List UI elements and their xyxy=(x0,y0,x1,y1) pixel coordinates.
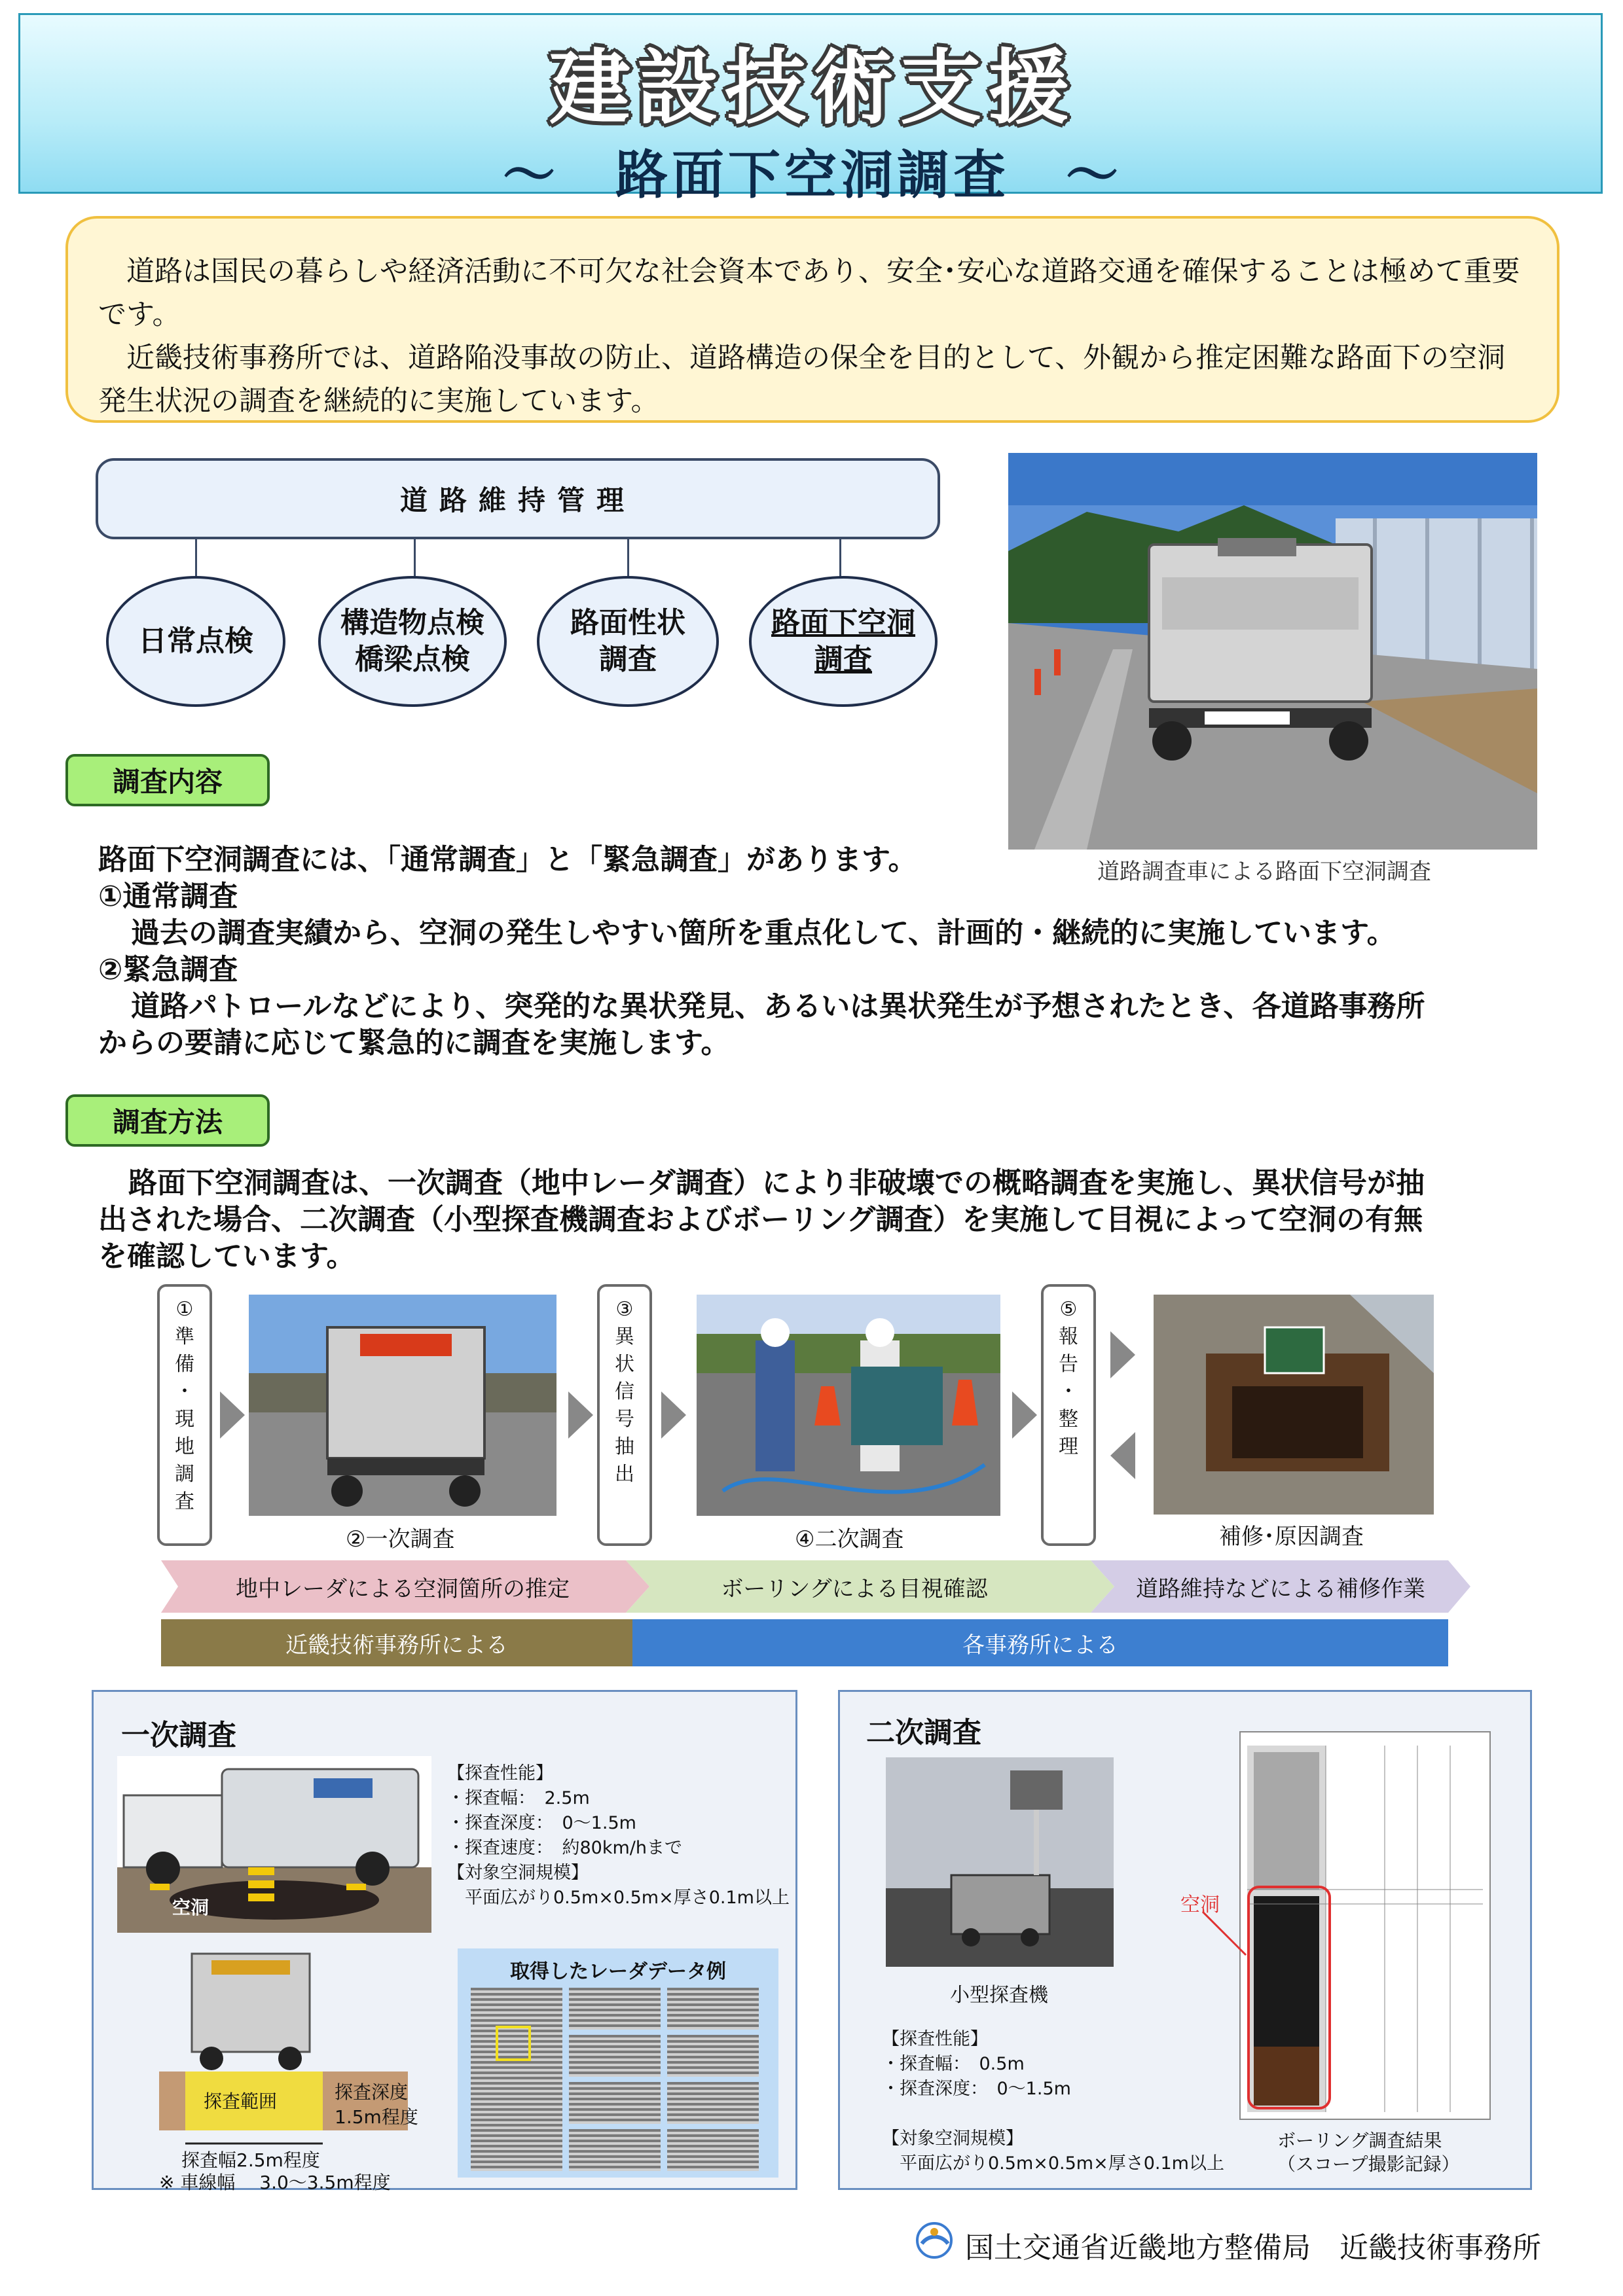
spec-line xyxy=(882,2102,1224,2126)
flow-step-char: 整 xyxy=(1059,1408,1078,1431)
page-subtitle: ～ 路面下空洞調査 ～ xyxy=(503,145,1122,206)
org-item-label: 調査 xyxy=(599,643,657,676)
flow-step-char: 準 xyxy=(175,1325,194,1348)
spec-line: ・探査速度： 約80km/hまで xyxy=(447,1838,683,1858)
org-item-label: 橋梁点検 xyxy=(355,643,470,676)
flow-step-char: 調 xyxy=(175,1463,194,1486)
org-item-label: 調査 xyxy=(814,643,872,676)
page-title: 建設技術支援 xyxy=(549,41,1076,135)
flow-caption-repair: 補修･原因調査 xyxy=(1219,1524,1364,1550)
spec-line: 平面広がり0.5m×0.5m×厚さ0.1m以上 xyxy=(447,1888,790,1908)
flow-step-char: 出 xyxy=(615,1463,634,1486)
emergency-survey-heading: ②緊急調査 xyxy=(98,953,238,986)
flow-step-char: ① xyxy=(175,1298,194,1321)
flow-caption-primary: ②一次調査 xyxy=(346,1526,455,1552)
lane-note: ※ 車線幅 3.0～3.5m程度 xyxy=(159,2172,391,2193)
intro-para-2: 近畿技術事務所では、道路陥没事故の防止、道路構造の保全を目的として、外観から推定困難な路面下の空洞発生状況の調査を継続的に実施しています。 xyxy=(98,342,1506,418)
boring-caption-2: （スコープ撮影記録） xyxy=(1277,2153,1460,2175)
flow-step-char: ③ xyxy=(615,1298,634,1321)
flow-step-char: ⑤ xyxy=(1059,1298,1078,1321)
range-label: 探査範囲 xyxy=(204,2090,278,2112)
intro-box xyxy=(65,216,1559,423)
spec-line: ・探査幅： 2.5m xyxy=(447,1788,590,1808)
photo-caption: 道路調査車による路面下空洞調査 xyxy=(1097,859,1431,885)
flow-arrow-right-icon xyxy=(1110,1331,1135,1378)
primary-survey-photo xyxy=(249,1295,556,1516)
org-item-label: 日常点検 xyxy=(138,624,253,658)
org-item-label: 路面下空洞 xyxy=(771,606,915,639)
flow-arrow-icon xyxy=(568,1391,593,1439)
flow-step-char: 異 xyxy=(615,1325,634,1348)
org-item-label: 構造物点検 xyxy=(340,606,484,639)
method-text-1: 路面下空洞調査は、一次調査（地中レーダ調査）により非破壊での概略調査を実施し、異状信号が抽 xyxy=(128,1166,1425,1200)
width-label: 探査幅2.5m程度 xyxy=(181,2149,320,2171)
flow-arrow-icon xyxy=(220,1391,245,1439)
boring-result-chart xyxy=(1239,1731,1491,2120)
band-kinki-office: 近畿技術事務所による xyxy=(161,1619,632,1666)
secondary-title: 二次調査 xyxy=(866,1716,981,1749)
section-tag-content: 調査内容 xyxy=(65,754,270,806)
section-tag-method: 調査方法 xyxy=(65,1094,270,1147)
regular-survey-text: 過去の調査実績から、空洞の発生しやすい箇所を重点化して、計画的・継続的に実施しています。 xyxy=(131,916,1396,950)
spec-line: 【対象空洞規模】 xyxy=(882,2128,1023,2149)
flow-step-preparation xyxy=(157,1284,212,1546)
flow-step-char: 備 xyxy=(175,1353,194,1376)
emergency-survey-text-2: からの要請に応じて緊急的に調査を実施します。 xyxy=(98,1026,730,1060)
footer-organization: 国土交通省近畿地方整備局 近畿技術事務所 xyxy=(965,2231,1541,2265)
primary-specs xyxy=(447,1761,790,1910)
flow-arrow-icon xyxy=(661,1391,686,1439)
flow-arrow-icon xyxy=(1012,1391,1037,1439)
flow-step-char: 号 xyxy=(615,1408,634,1431)
radar-data-image xyxy=(471,1988,765,2171)
cavity-callout: 空洞 xyxy=(1180,1893,1220,1916)
spec-line: ・探査深度： 0～1.5m xyxy=(882,2079,1071,2099)
emergency-survey-text-1: 道路パトロールなどにより、突発的な異状発見、あるいは異状発生が予想されたとき、各道路事務所 xyxy=(131,990,1425,1023)
org-item-daily xyxy=(106,576,285,707)
method-text-3: を確認しています。 xyxy=(98,1240,356,1273)
flow-caption-secondary: ④二次調査 xyxy=(795,1526,904,1552)
regular-survey-heading: ①通常調査 xyxy=(98,880,238,913)
spec-line: 【探査性能】 xyxy=(882,2029,988,2049)
radar-data-box xyxy=(458,1948,778,2178)
secondary-survey-panel xyxy=(838,1690,1532,2190)
flow-step-char: 査 xyxy=(175,1490,194,1513)
spec-line: 【探査性能】 xyxy=(447,1763,553,1784)
flow-arrow-left-icon xyxy=(1110,1432,1135,1479)
flow-step-char: 地 xyxy=(175,1435,194,1458)
spec-line: ・探査深度： 0～1.5m xyxy=(447,1813,636,1833)
org-item-label: 路面性状 xyxy=(570,606,685,639)
cavity-highlight xyxy=(1247,1886,1331,2109)
header-banner xyxy=(18,13,1603,206)
org-item-structure xyxy=(318,576,507,707)
method-text-2: 出された場合、二次調査（小型探査機調査およびボーリング調査）を実施して目視によって空洞の有無 xyxy=(98,1203,1423,1236)
org-connector xyxy=(195,539,197,579)
flow-step-char: 状 xyxy=(615,1353,634,1376)
flow-step-char: ・ xyxy=(1059,1380,1078,1403)
callout-line xyxy=(1200,1909,1252,1962)
intro-para-1: 道路は国民の暮らしや経済活動に不可欠な社会資本であり、安全･安心な道路交通を確保することは極めて重要です。 xyxy=(98,255,1520,331)
flow-step-char: ・ xyxy=(175,1380,194,1403)
org-item-surface xyxy=(537,576,719,707)
org-connector xyxy=(627,539,629,579)
primary-title: 一次調査 xyxy=(121,1719,236,1752)
radar-title: 取得したレーダデータ例 xyxy=(510,1960,726,1983)
content-intro-line: 路面下空洞調査には、「通常調査」と「緊急調査」があります。 xyxy=(98,843,917,876)
org-connector xyxy=(414,539,416,579)
small-probe-photo xyxy=(886,1757,1114,1967)
radar-vehicle-illustration xyxy=(117,1756,431,1933)
mlit-logo-icon xyxy=(915,2221,953,2259)
cavity-label: 空洞 xyxy=(172,1897,210,1918)
org-top-box: 道路維持管理 xyxy=(96,458,940,539)
depth-label-1: 探査深度 xyxy=(335,2081,409,2103)
flow-step-char: 信 xyxy=(615,1380,634,1403)
primary-survey-panel xyxy=(92,1690,797,2193)
boring-caption-1: ボーリング調査結果 xyxy=(1277,2130,1442,2151)
survey-vehicle-photo xyxy=(1008,453,1537,850)
secondary-survey-photo xyxy=(697,1295,1000,1516)
flow-step-anomaly xyxy=(597,1284,652,1546)
flow-step-char: 告 xyxy=(1059,1353,1078,1376)
org-item-subsurface xyxy=(749,576,938,707)
depth-label-2: 1.5m程度 xyxy=(335,2106,418,2128)
probe-caption: 小型探査機 xyxy=(950,1984,1048,2007)
spec-line: 【対象空洞規模】 xyxy=(447,1863,589,1883)
flow-step-char: 現 xyxy=(175,1408,194,1431)
flow-step-char: 理 xyxy=(1059,1435,1078,1458)
secondary-specs xyxy=(882,2027,1224,2176)
spec-line: 平面広がり0.5m×0.5m×厚さ0.1m以上 xyxy=(882,2153,1224,2174)
flow-step-char: 報 xyxy=(1059,1325,1078,1348)
flow-step-char: 抽 xyxy=(615,1435,634,1458)
org-connector xyxy=(839,539,841,579)
vehicle-rear-illustration xyxy=(179,1947,323,2072)
band-each-office: 各事務所による xyxy=(632,1619,1448,1666)
repair-photo xyxy=(1154,1295,1434,1515)
band-repair-work: 道路維持などによる補修作業 xyxy=(1136,1575,1425,1602)
spec-line: ・探査幅： 0.5m xyxy=(882,2054,1025,2074)
flow-step-report xyxy=(1041,1284,1096,1546)
band-boring-confirm: ボーリングによる目視確認 xyxy=(721,1575,988,1602)
band-radar-estimate: 地中レーダによる空洞箇所の推定 xyxy=(236,1575,570,1602)
